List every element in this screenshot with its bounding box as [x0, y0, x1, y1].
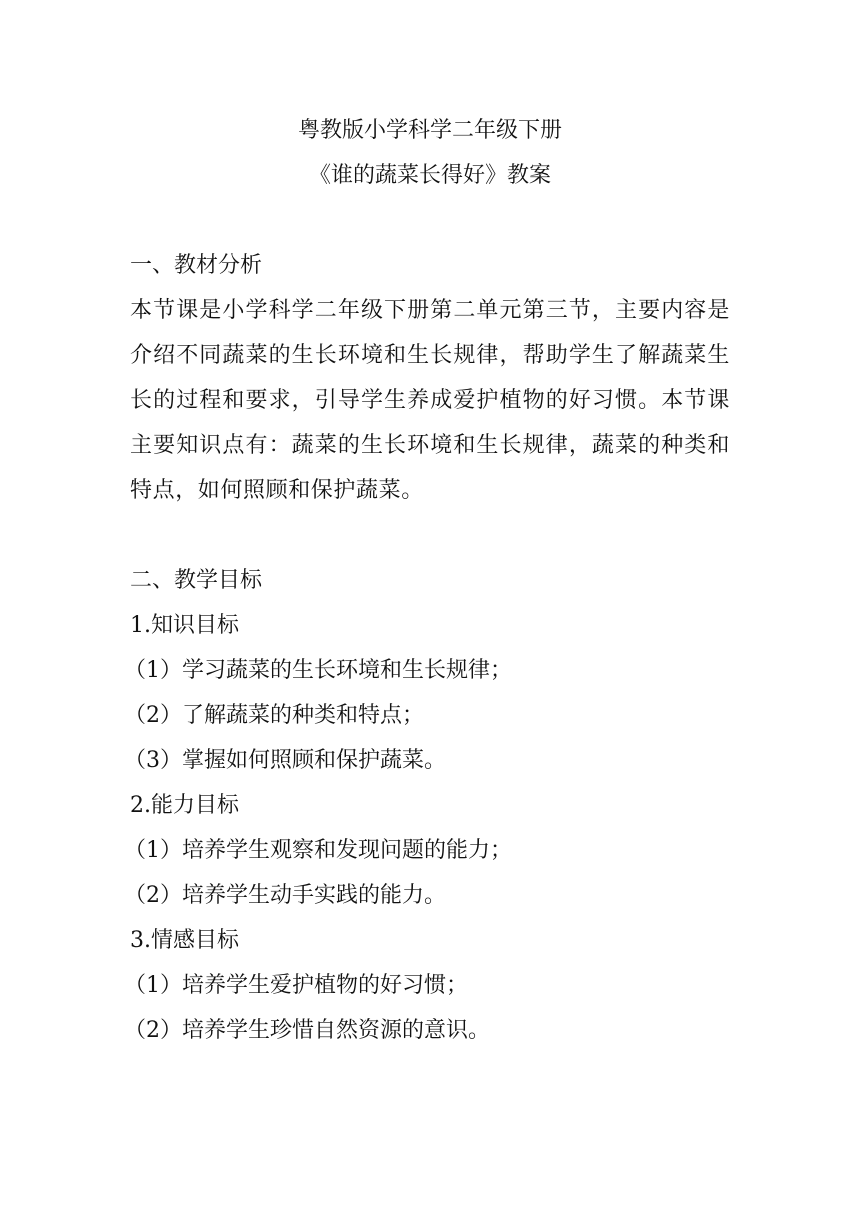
objective-item: （2）了解蔬菜的种类和特点；: [124, 703, 424, 728]
subheading-emotional-objectives: 3.情感目标: [130, 928, 239, 953]
objective-item: （2）培养学生动手实践的能力。: [124, 883, 446, 908]
objective-item: （2）培养学生珍惜自然资源的意识。: [124, 1018, 490, 1043]
document-body: [124, 108, 730, 1053]
blank-line: [130, 513, 730, 558]
subheading-knowledge-objectives: 1.知识目标: [130, 613, 239, 638]
section-paragraph-analysis: 本节课是小学科学二年级下册第二单元第三节，主要内容是介绍不同蔬菜的生长环境和生长规律，帮助学生了解蔬菜生长的过程和要求，引导学生养成爱护植物的好习惯。本节课主要知识点有：蔬菜的生长环境和生长规律，蔬菜的种类和特点，如何照顾和保护蔬菜。: [130, 298, 730, 503]
document-title-line-1: 粤教版小学科学二年级下册: [297, 118, 562, 143]
objective-item: （1）学习蔬菜的生长环境和生长规律；: [124, 658, 512, 683]
document-title-line-2: 《谁的蔬菜长得好》教案: [308, 163, 551, 188]
section-heading-teaching-material-analysis: 一、教材分析: [130, 253, 263, 278]
objective-item: （1）培养学生爱护植物的好习惯；: [124, 973, 468, 998]
objective-item: （3）掌握如何照顾和保护蔬菜。: [124, 748, 446, 773]
objective-item: （1）培养学生观察和发现问题的能力；: [124, 838, 512, 863]
section-heading-teaching-objectives: 二、教学目标: [130, 568, 263, 593]
subheading-ability-objectives: 2.能力目标: [130, 793, 239, 818]
blank-line: [130, 198, 730, 243]
